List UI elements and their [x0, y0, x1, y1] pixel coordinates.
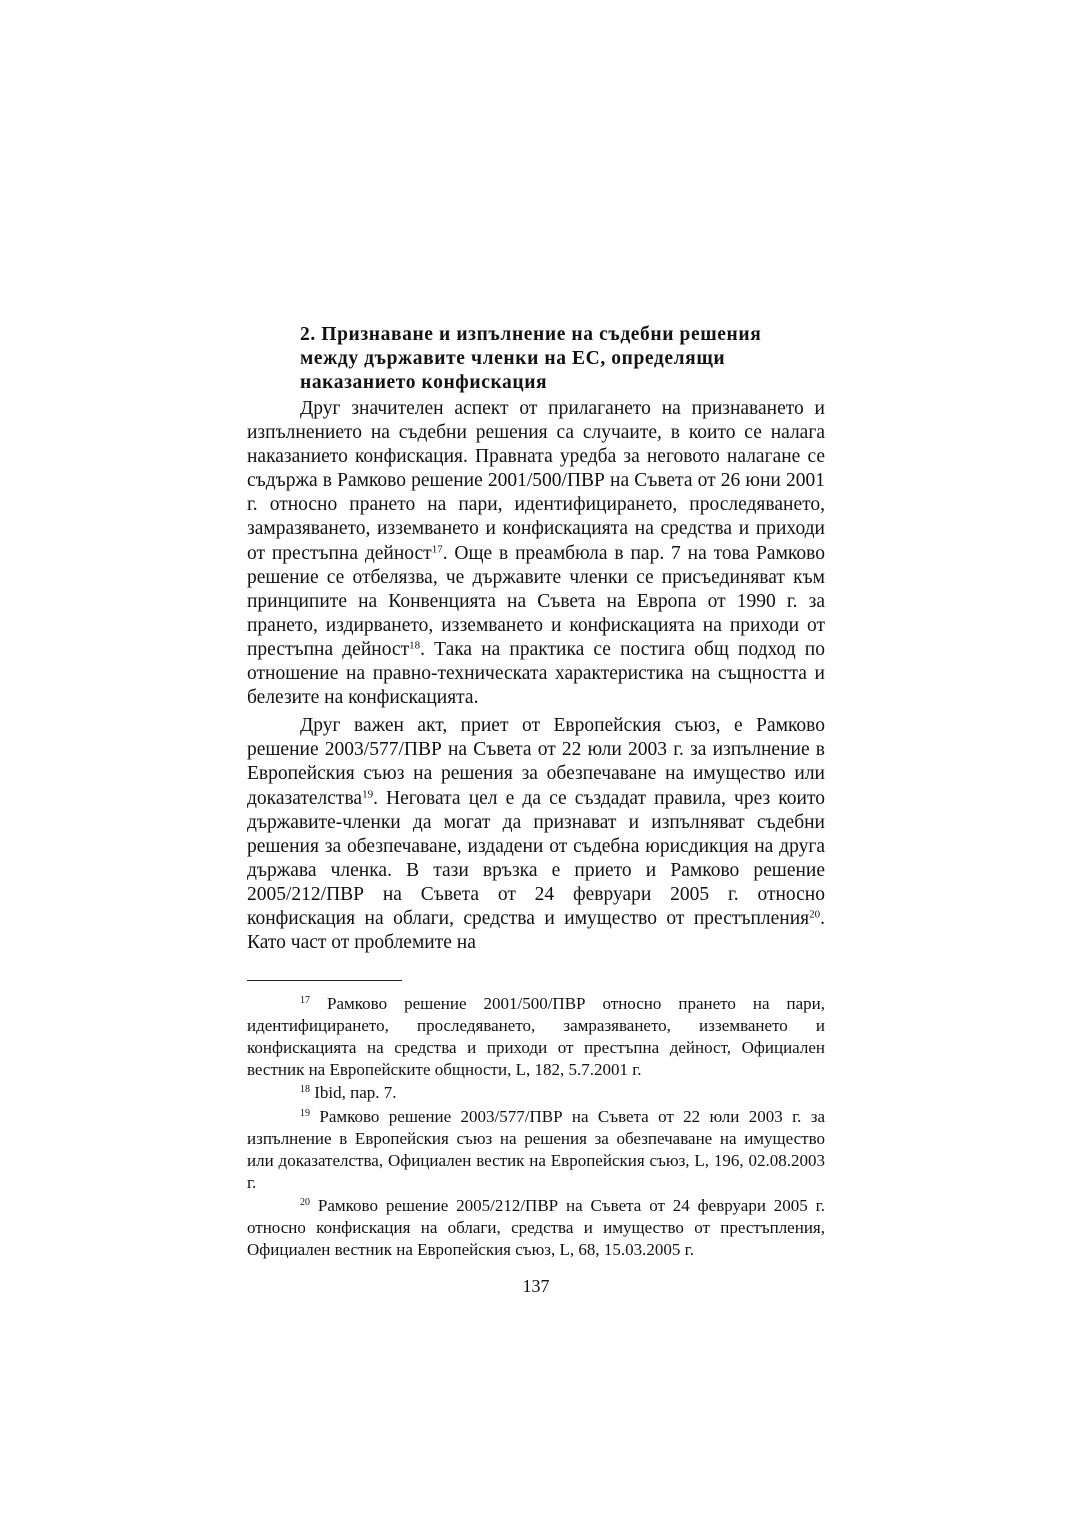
footnote-number: 19 [300, 1108, 310, 1120]
footnote-text: Рамково решение 2001/500/ПВР относно прането на пари, идентифицирането, проследяването, замразяването, изземването и конфискацията на средства и приходи от престъпна дейност, Официален вестник на Европейските общности, L, 182, 5.7.2001 г. [247, 994, 825, 1079]
paragraph-text: . Още в преамбюла в пар. 7 на това Рамково решение се отбелязва, че държавите членки се присъединяват към принципите на Конвенцията на Съвета на Европа от 1990 г. за прането, издирването, изземването и конфискацията на приходи от престъпна дейност [247, 542, 825, 660]
footnote [247, 1195, 825, 1260]
footnote [247, 1106, 825, 1193]
footnote [247, 993, 825, 1080]
paragraph-text: . Неговата цел е да се създадат правила, чрез които държавите-членки да могат да признават и изпълняват съдебни решения за обезпечаване, издадени от съдебна юрисдикция на друга държава членка. В тази връзка е прието и Рамково решение 2005/212/ПВР на Съвета от 24 февруари 2005 г. относно конфискация на облаги, средства и имущество от престъпления [247, 787, 825, 929]
footnote-number: 17 [300, 995, 310, 1007]
footnote-ref: 19 [362, 787, 374, 800]
body-paragraph-1 [247, 397, 825, 710]
footnote-ref: 20 [809, 908, 821, 921]
footnotes [247, 993, 825, 1261]
footnote-ref: 17 [431, 542, 443, 555]
footnote-number: 18 [300, 1084, 310, 1096]
paragraph-text: . Така на практика се постига общ подход по отношение на правно-техническата характеристика на същността и белезите на конфискацията. [247, 638, 825, 709]
paragraph-text: . Като част от проблемите на [247, 907, 825, 954]
paragraph-text: Друг значителен аспект от прилагането на признаването и изпълнението на съдебни решения са случаите, в които се налага наказанието конфискация. Правната уредба за неговото налагане се съдържа в Рамково решение 2001/500/ПВР на Съвета от 26 юни 2001 г. относно прането на пари, идентифицирането, проследяването, замразяването, изземването и конфискацията на средства и приходи от престъпна дейност [247, 398, 825, 564]
page-number: 137 [522, 1275, 550, 1296]
footnote [247, 1082, 825, 1104]
footnote-divider [247, 980, 402, 981]
footnote-ref: 18 [409, 639, 421, 652]
footnote-number: 20 [300, 1197, 310, 1209]
section-heading: 2. Признаване и изпълнение на съдебни решения между държавите членки на ЕС, определящи наказанието конфискация [300, 324, 762, 393]
footnote-text: Ibid, пар. 7. [310, 1083, 397, 1103]
body-paragraph-2 [247, 714, 825, 955]
paragraph-text: Друг важен акт, приет от Европейския съюз, е Рамково решение 2003/577/ПВР на Съвета от 22 юли 2003 г. за изпълнение в Европейския съюз на решения за обезпечаване на имущество или доказателства [247, 715, 825, 809]
footnote-text: Рамково решение 2003/577/ПВР на Съвета от 22 юли 2003 г. за изпълнение в Европейския съюз на решения за обезпечаване на имущество или доказателства, Официален вестик на Европейския съюз, L, 196, 02.08.2003 г. [247, 1107, 825, 1192]
page-content [247, 323, 825, 1297]
footnote-text: Рамково решение 2005/212/ПВР на Съвета от 24 февруари 2005 г. относно конфискация на облаги, средства и имущество от престъпления, Официален вестник на Европейския съюз, L, 68, 15.03.2005 г. [247, 1196, 825, 1259]
